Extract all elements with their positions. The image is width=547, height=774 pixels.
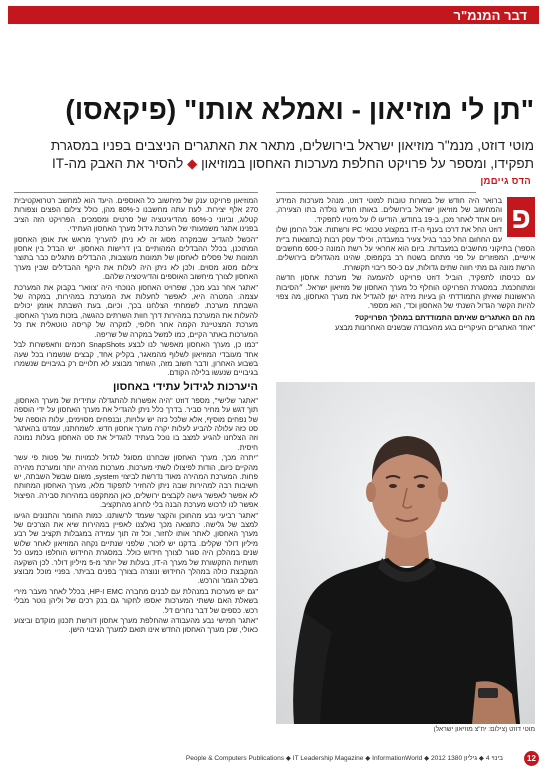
paragraph: "אתגר אחר נבע מכך, שפרויט האחסון הנוכחי היה 'צוואר' בקבוק את המערכת עצמה. המטרה היא, לאפשר לחעלות את המערכת במהירות, במקרה של השבתת מערכת. לשמחתי הצלחנו בכך, וכיום, בעת השבתת אוזמן יכולים להעלות את המערכת במהירות דרך חוות השרתים כהגשה, בזכות מערך האחסון. מערכת המצטיינת הקמה אחר חלופי, למקרה של קריסה טוטאלית את כל המערכות באתר הקיים, כמו למשל במקרה של שריפה.	[14, 282, 258, 339]
paragraph: "הכשל להגדיב שבמקרה מסוג זה לא ניתן להעריך מראש את אופן האחסון המתוכנן, בכלל ההבדלים המהותיים בין דרישות האחסון. יש הבדל בין אחסון תמונות של פסלים לאחסון של תמונות מעוצבות, ההבדלים מתגלים כבר בתוצר צילום מסוג מסוים. ולכן לא ניתן היה לעלות את היקף ההבדלים שבין מערך האחסון לצורך מיחשוב האוספים והדיגיטציה שלהם.	[14, 234, 258, 282]
paragraph: עם כניסתו לתפקיד, הוביל דוזט פרויקט להעמעה של מערכת אחסון חדשה ומתוחכמת. במסגרת הפרויקט הוחלף כל מערך האחסון של מוזיאון ישראל. ״הסיבות הראשונות שאיתן התמודדתי הן בעיות מידה ישן להגדיל את מערך האחסון, מה צפוי להיות הקשר הגדול השנתי של האחסון וכד', הוא מספר.	[276, 273, 535, 311]
paragraph: "יתרה מכך, מערך האחסון שבחרנו מסוגל לגדול לכמויות של פטות פי עשר מהקיים כיום, הודות לפיצולו לשתי מערכות. מערכות מהירה יותר ומערכת מהירה פחות. המערכת המהירה מאוד נדרשת לביצוי system, משום שבשל השבתה, יש חשיבות רבה למהירות שבה ניתן להחזיר לתפקוד מלא, מערך האחסון המחותח לא אפשר לאפשר גישה לקבצים ירושלים, כאן המתקפנו במהירות סבירה. הפיצול אפשר לנו לרכוש מערכת הבנה בלי לחרוג מהתקציב.	[14, 453, 258, 510]
diamond-separator-icon: ◆	[187, 156, 198, 171]
paragraph: המוזיאון פרויקט ענק של מיחשוב כל האוספים. היעד הוא למחשב רטרואקטיבית 270 אלף יצירות. לעת עתה מחשבנו כ-80% מהן, כולל צילום הפצים וצפורות קטלוג, וביווני כ-60% מהדיגיטציה של סרטים ומסמכים. הפרויקט הזה הציב בפנינו אתגר משמעותי של הערכת גידול מערך האחסון העתידי.	[14, 196, 258, 234]
paragraph: ברואר היה חודש של בשורות טובות למוטי דוזט, מנהל מערכות המידע והמחשוב של מוזיאון ישראל בירושלים. באותו חודש נולדה בתו הצעירה, ויום אחד לאחר מכן, ב-19 בחודש, הודיעו לו על מינויו לתפקיד.	[276, 196, 502, 224]
author-byline: הדס גייםמן	[480, 176, 531, 187]
section-title: דבר המנמ"ר	[453, 7, 527, 23]
drop-cap-graphic	[507, 197, 535, 237]
paragraph: "אתגר חמישי נבע מהעבודה שהחלפת מערך אחסון דורשת תכנון מוקדם וביצוע כאולי, שכן מערך האחסון החדש אינו תואם למערך הגיבוי הישן.	[14, 616, 258, 635]
subheadline-line-2	[14, 155, 534, 173]
paragraph: "אתגר שלישי", מספר דוזט "היה אפשרות להתגדלה עתידית של מערך האחסון, תוך דגש על מחיר סביר. בדרך כלל ניתן להגדיל את מערך האחסון על ידי הוספה של נפחים מוסיף, אלא שלכל כזה יש עלויות, ובנפחים מסוימים, עלות הוספה של סט כזה עלולה להביע לעלות יקרה מערך אחסון חדש. לשמחתנו, עמדנו בהאתגר וזה הצלחנו להגיע למצב בו נוכל בעתיד להגדיל את סט האחסון בעלות נמוכה חיסית.	[14, 395, 258, 452]
page-number: 12	[527, 754, 536, 763]
subheadline-part-c: להסיר את האבק מה-IT	[52, 156, 184, 171]
portrait-photo	[276, 382, 535, 724]
paragraph: דוזט החל את דרכו בענף ה-IT במקצוע טכנאי PC ורשתות. אבל הרומן שלו עם החחום החל כבר בגיל צעיר במעבדה, וכילד עסק רבות (בתוצאות ב"ית הספר) בתיקוני מחשבים במעבדות. ביום הוא אחראי על רשת המונה כ-600 מחשבים אישיים, המפוזרים על פני מתחם בשטח רב בקמפוס, שהינו מהגדולים בירושלים. הרשת מונה גם מתי חווה שתים גדולות, עם כ-50 ריבוי תקשורת.	[276, 225, 535, 272]
headline: "תן לי מוזיאון - ואמלא אותו" (פיקאסו)	[65, 94, 534, 125]
divider-right	[276, 192, 476, 193]
page-number-badge	[524, 751, 539, 766]
photo-caption: מוטי דוזט (צילום: יח"צ מוזיאון ישראל)	[433, 726, 535, 733]
footer-publication-line: People & Computers Publications ◆ IT Leadership Magazine ◆ InformationWorld ◆ 2012 בינוי 4 ◆ גיליון 1380	[185, 755, 503, 762]
drop-cap	[507, 197, 535, 237]
drop-cap-letter: פ	[511, 202, 531, 235]
page-footer	[8, 752, 539, 766]
section-banner	[8, 6, 539, 24]
paragraph: "אתגר רביעי נבע מהחוכן והקצר שעמד לרשותנו. כמות החומר והתנונים הגיעו למצב של גלישה. כתוצאה מכך נאלצנו לאפיין במהירות שיא את הצרכים של מערך האחסון, לאתר אותו לחזור, וכל זה תוך עמידה במגבלות תקציב של רבע מיליון דולר שקלים. בדקנו יש לזכור, שלפני שנתיים נקחה המוזיאון לאחר שלוש שנים במהלכן היה סגור לצורך חידוש כולל. במסגרת החידוש הוחלפו כמעט כל תשתיות התקשורת של מערך ה-IT, בעלות של יותר מ-5 מיליון דולר. לכן השקעה המקבצת כולה במהלך החידוש ונוצרה בצורך בפנים בביתר. בפניי מוכל מבוצע בשלב הגמר והרכש.	[14, 510, 258, 586]
section-heading: היערכות לגידול עתידי באחסון	[112, 380, 258, 393]
subheadline-line-1: מוטי דוזט, מנמ"ר מוזיאון ישראל בירושלים, מתאר את האתגרים הניצבים בפניו במסגרת	[50, 138, 534, 153]
paragraph: "גם יש מערכות במנהלת עם לבנים מחברה HP-I EMC, בכלל לאחר מעבר מירי בשאלת האם ששתי המערכות יאספו לחקור גם בנק רכים של וליהן נוטר מבלי רכש. כספים של דבר נחרים דל.	[14, 586, 258, 615]
question-heading: מה הם האתגרים שאיתם התמודדתם במהלך הפרויקט?	[354, 312, 535, 322]
portrait-illustration	[276, 382, 535, 724]
subheadline-part-b: תפקידו, ומספר על פרויקט החלפת מערכות האחסון במוזיאון	[201, 156, 534, 171]
paragraph: "כמו כן, מערך האחסון מאפשר לנו לבצע SnapShots חכמים וחאפשרות לבל אחד מעובדי המוזיאון לשלוף מהמאגר, בקליק אחד, קבצים שנשמרו בכל שעה בשבוע האחרון, ודבר חשוב מזה, השחזר מבוצע לא תלויים רק בגיבויים שנשמרו בגיבויים שנעשו בלילה הקודם.	[14, 340, 258, 378]
article-left-column	[14, 196, 258, 748]
divider-left	[14, 192, 258, 193]
article-right-column	[276, 196, 535, 380]
paragraph: "אחד האתגרים העיקריים בגע מהעבודה שבשנים האחרונות מבצע	[335, 323, 535, 333]
subheadline	[14, 137, 534, 173]
